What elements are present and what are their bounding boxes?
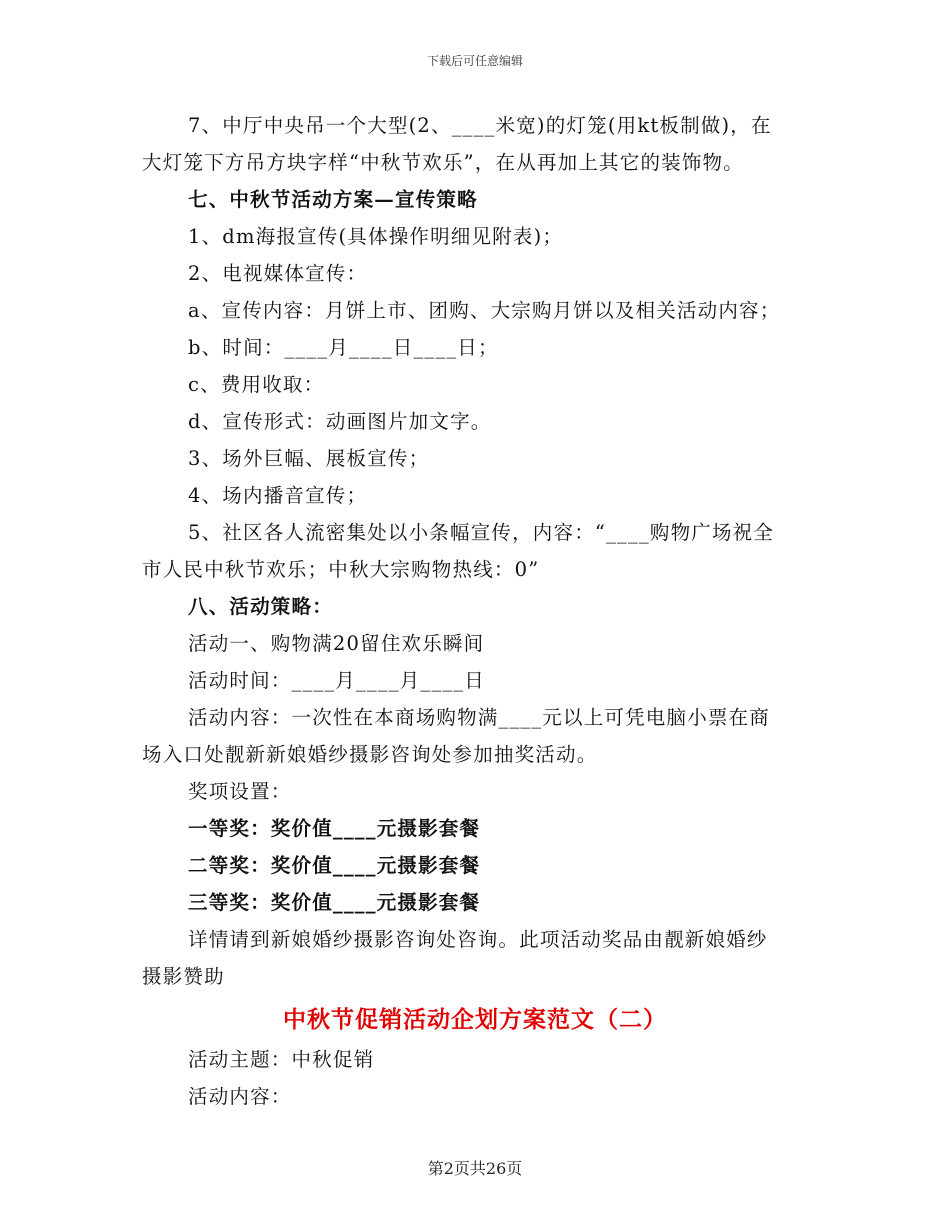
section-heading: 七、中秋节活动方案—宣传策略 <box>188 188 478 211</box>
paragraph-line: 摄影赞助 <box>142 965 225 988</box>
paragraph-line: 活动主题：中秋促销 <box>188 1048 375 1071</box>
paragraph-line: d、宣传形式：动画图片加文字。 <box>188 410 492 433</box>
paragraph-line: 7、中厅中央吊一个大型(2、____米宽)的灯笼(用kt板制做)，在 <box>188 114 772 137</box>
paragraph-line: 市人民中秋节欢乐；中秋大宗购物热线：0” <box>142 558 540 581</box>
paragraph-line: 1、dm海报宣传(具体操作明细见附表)； <box>188 225 564 248</box>
section-heading: 八、活动策略： <box>188 595 333 618</box>
paragraph-line: 奖项设置： <box>188 780 292 803</box>
paragraph-line: 活动内容：一次性在本商场购物满____元以上可凭电脑小票在商 <box>188 706 771 729</box>
prize-line-second: 二等奖：奖价值____元摄影套餐 <box>188 854 481 877</box>
page-footer: 第2页共26页 <box>427 1159 523 1178</box>
paragraph-line: 4、场内播音宣传； <box>188 484 368 507</box>
paragraph-line: 活动内容： <box>188 1085 292 1108</box>
paragraph-line: 场入口处靓新新娘婚纱摄影咨询处参加抽奖活动。 <box>142 743 598 766</box>
paragraph-line: c、费用收取： <box>188 373 325 396</box>
document-body <box>142 107 808 1115</box>
paragraph-line: 2、电视媒体宣传： <box>188 262 368 285</box>
paragraph-line: 活动一、购物满20留住欢乐瞬间 <box>188 632 485 655</box>
paragraph-line: 5、社区各人流密集处以小条幅宣传，内容：“____购物广场祝全 <box>188 521 775 544</box>
paragraph-line: 活动时间：____月____月____日 <box>188 669 486 692</box>
paragraph-line: a、宣传内容：月饼上市、团购、大宗购月饼以及相关活动内容； <box>188 299 781 322</box>
document-title: 中秋节促销活动企划方案范文（二） <box>283 1006 667 1033</box>
prize-line-first: 一等奖：奖价值____元摄影套餐 <box>188 817 481 840</box>
page-header: 下载后可任意编辑 <box>426 54 523 68</box>
paragraph-line: 3、场外巨幅、展板宣传； <box>188 447 430 470</box>
paragraph-line: 详情请到新娘婚纱摄影咨询处咨询。此项活动奖品由靓新娘婚纱 <box>188 928 768 951</box>
paragraph-line: b、时间：____月____日____日； <box>188 336 499 359</box>
paragraph-line: 大灯笼下方吊方块字样“中秋节欢乐”，在从再加上其它的装饰物。 <box>142 151 744 174</box>
prize-line-third: 三等奖：奖价值____元摄影套餐 <box>188 891 481 914</box>
